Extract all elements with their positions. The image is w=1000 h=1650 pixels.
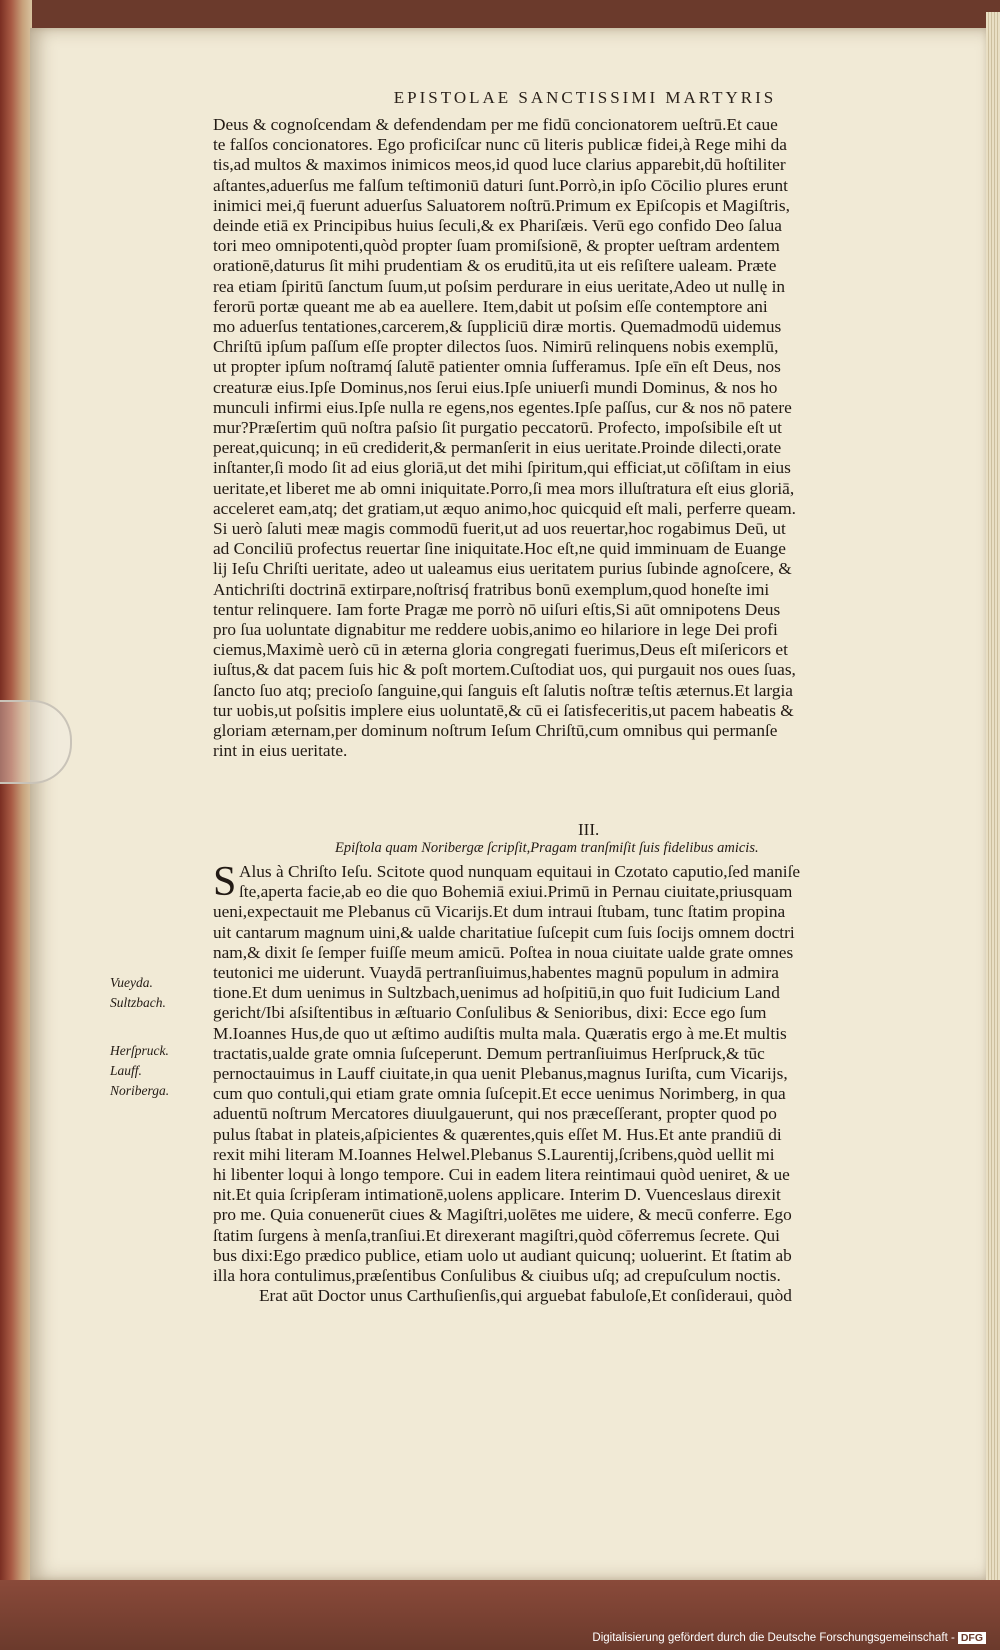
text-line: aduentū noſtrum Mercatores diuulgauerunt, qui nos præceſſerant, propter quod po (213, 1104, 777, 1124)
text-line: Chriſtū ipſum paſſum eſſe propter dilectos ſuos. Nimirū relinquens nobis exemplū, (213, 337, 779, 357)
margin-note: Herſpruck. (110, 1043, 169, 1058)
text-line: tis,ad multos & maximos inimicos meos,id quod luce clarius apparebit,dū hoſtiliter (213, 155, 786, 175)
text-line: deinde etiā ex Principibus huius ſeculi,& ex Phariſæis. Verū ego confido Deo ſalua (213, 216, 782, 236)
text-line: creaturæ eius.Ipſe Dominus,nos ſerui eius.Ipſe uniuerſi mundi Dominus, & nos ho (213, 377, 778, 397)
text-line: ferorū portæ queant me ab ea auellere. Item,dabit ut poſsim eſſe contemptore ani (213, 296, 768, 316)
body-text (213, 115, 955, 762)
text-line: rexit mihi literam M.Ioannes Helwel.Plebanus S.Laurentij,ſcribens,quòd uellit mi (213, 1144, 775, 1164)
text-line: ſte,aperta facie,ab eo die quo Bohemiā exiui.Primū in Pernau ciuitate,priusquam (239, 882, 793, 902)
text-line: gericht/Ibi aſsiſtentibus in æſtuario Conſulibus & Senioribus, dixi: Ecce ego ſum (213, 1003, 767, 1023)
text-line: rint in eius ueritate. (213, 741, 348, 761)
text-line: bus dixi:Ego prædico publice, etiam uolo ut audiant quicunq; uoluerint. Et ſtatim ab (213, 1245, 792, 1265)
text-line: ad Conciliū profectus reuertar ſine iniquitate.Hoc eſt,ne quid imminuam de Euange (213, 539, 786, 559)
text-line: orationē,daturus ſit mihi prudentiam & os eruditū,ita ut eis reſiſtere ualeam. Præte (213, 256, 777, 276)
text-line: nit.Et quia ſcripſeram intimationē,uolens applicare. Interim D. Vuenceslaus direxit (213, 1185, 781, 1205)
text-line: hi libenter loqui à longo tempore. Cui in eadem litera reintimaui quòd ueniret, & ue (213, 1165, 790, 1185)
text-line: pro ſua uoluntate dignabitur me reddere uobis,animo eo hilariore in lege Dei profi (213, 620, 778, 640)
letter-number: III. (578, 820, 600, 839)
text-line: illa hora contulimus,præſentibus Conſulibus & ciuibus uſq; ad crepuſculum noctis. (213, 1266, 781, 1286)
text-line: cum quo contuli,qui etiam grate omnia ſuſcepit.Et ecce uenimus Norimberg, in qua (213, 1084, 786, 1104)
text-line: te falſos concionatores. Ego proficiſcar nunc cū literis publicæ fidei,à Rege mihi da (213, 135, 787, 155)
text-line: inimici mei,q̄ fuerunt aduerſus Saluatorem noſtrū.Primum ex Epiſcopis et Magiſtris, (213, 195, 790, 215)
dfg-logo: DFG (958, 1632, 986, 1644)
text-line: M.Ioannes Hus,de quo ut æſtimo audiſtis multa mala. Quæratis ergo à me.Et multis (213, 1023, 787, 1043)
margin-note: Sultzbach. (110, 995, 166, 1010)
text-line: aſtantes,aduerſus me falſum teſtimoniū daturi ſunt.Porrò,in ipſo Cōcilio plures erunt (213, 175, 788, 195)
margin-note: Lauff. (110, 1063, 142, 1078)
book-spine (0, 0, 32, 1650)
running-head: EPISTOLAE SANCTISSIMI MARTYRIS (393, 88, 777, 107)
text-line: Erat aūt Doctor unus Carthuſienſis,qui arguebat fabuloſe,Et conſideraui, quòd (259, 1286, 792, 1306)
text-line: ſtatim ſurgens à menſa,tranſiui.Et direxerant magiſtri,quòd cōferremus ſecrete. Qui (213, 1225, 780, 1245)
page-edges (986, 12, 1000, 1592)
text-line: tione.Et dum uenimus in Sultzbach,uenimus ad hoſpitiū,in quo fuit Iudicium Land (213, 983, 780, 1003)
footer-credit-text: Digitalisierung gefördert durch die Deutsche Forschungsgemeinschaft - (592, 1632, 955, 1644)
text-line: ueritate,et liberet me ab omni iniquitate.Porro,ſi mea mors illuſtratura eſt eius gloriā, (213, 478, 795, 498)
text-line: ſancto ſuo atq; precioſo ſanguine,qui ſanguis eſt ſalutis noſtræ teſtis æternus.Et largia (213, 680, 793, 700)
text-line: pernoctauimus in Lauff ciuitate,in qua uenit Plebanus,magnus Iuriſta, cum Vicarijs, (213, 1064, 788, 1084)
text-line: Antichriſti doctrinā extirpare,noſtrisq́ fratribus bonū exemplum,quod honeſte imi (213, 579, 770, 599)
text-line: acceleret eam,atq; det gratiam,ut æquo animo,hoc quicquid eſt mali, perferre queam. (213, 498, 797, 518)
text-line: pulus ſtabat in plateis,aſpicientes & quærentes,quis eſſet M. Hus.Et ante prandiū di (213, 1124, 782, 1144)
text-line: teutonici me uiderunt. Vuaydā pertranſiuimus,habentes magnū populum in admira (213, 963, 779, 983)
text-line: munculi infirmi eius.Ipſe nulla re egens,nos egentes.Ipſe paſſus, cur & nos nō patere (213, 397, 792, 417)
text-line: gloriam æternam,per dominum noſtrum Ieſum Chriſtū,cum omnibus qui permanſe (213, 721, 778, 741)
letter-text (213, 859, 955, 1306)
text-line: mo aduerſus tentationes,carcerem,& ſuppliciū diræ mortis. Quemadmodū uidemus (213, 317, 782, 337)
text-line: nam,& dixit ſe ſemper fuiſſe meum amicū. Poſtea in noua ciuitate ualde grate omnes (213, 942, 794, 962)
text-line: iuſtus,& dat pacem ſuis hic & poſt mortem.Cuſtodiat uos, qui purgauit nos oues ſuas, (213, 660, 796, 680)
text-line: pereat,quicunq; in eū crediderit,& permanſerit in eius ueritate.Proinde dilecti,orate (213, 438, 782, 458)
text-line: Si uerò ſaluti meæ magis commodū fuerit,ut ad uos reuertar,hoc rogabimus Deū, ut (213, 519, 786, 539)
drop-cap: S (213, 859, 237, 905)
text-line: tur uobis,ut poſsitis implere eius uoluntatē,& cū ei ſatisfeceritis,ut pacem habeatis & (213, 700, 794, 720)
text-line: pro me. Quia conuenerūt ciues & Magiſtri,uolētes me uidere, & mecū conferre. Ego (213, 1205, 792, 1225)
text-line: lij Ieſu Chriſti ueritate, adeo ut ualeamus eius ueritatem purius ſubinde agnoſcere, & (213, 559, 792, 579)
margin-note: Noriberga. (110, 1083, 170, 1098)
text-line: tractatis,ualde grate omnia ſuſceperunt. Demum pertranſiuimus Herſpruck,& tūc (213, 1043, 765, 1063)
text-line: ciemus,Maximè uerò cū in æterna gloria congregati fuerimus,Deus eſt miſericors et (213, 640, 788, 660)
text-line: Alus à Chriſto Ieſu. Scitote quod nunquam equitaui in Czotato caputio,ſed maniſe (239, 862, 801, 881)
text-line: inſtanter,ſi modo ſit ad eius gloriā,ut det mihi ſpiritum,qui efficiat,ut cōſiſtam in eius (213, 458, 791, 478)
margin-note: Vueyda. (110, 975, 153, 990)
text-line: Deus & cognoſcendam & defendendam per me fidū concionatorem ueſtrū.Et caue (213, 115, 778, 134)
text-line: ut propter ipſum noſtramq́ ſalutē patienter omnia ſufferamus. Ipſe eīn eſt Deus, nos (213, 357, 781, 377)
text-line: tentur relinquere. Iam forte Pragæ me porrò nō uiſuri eſtis,Si aūt omnipotens Deus (213, 599, 781, 619)
text-line: rea etiam ſpiritū ſanctum ſuum,ut poſsim perdurare in eius ueritate,Adeo ut nullę in (213, 276, 786, 296)
text-line: mur?Præſertim quū noſtra paſsio ſit purgatio peccatorū. Profecto, impoſsibile eſt ut (213, 418, 782, 438)
letter-heading: Epiſtola quam Noribergæ ſcripſit,Pragam tranſmiſit ſuis fidelibus amicis. (335, 840, 759, 856)
text-line: tori meo omnipotenti,quòd propter ſuam promiſsionē, & propter ueſtram ardentem (213, 236, 780, 256)
footer-credit (592, 1632, 986, 1644)
text-line: ueni,expectauit me Plebanus cū Vicarijs.Et dum intraui ſtubam, tunc ſtatim propina (213, 902, 786, 922)
text-line: uit cantarum magnum uini,& ualde charitatiue ſuſcepit cum ſuis ſocijs omnem doctri (213, 922, 795, 942)
